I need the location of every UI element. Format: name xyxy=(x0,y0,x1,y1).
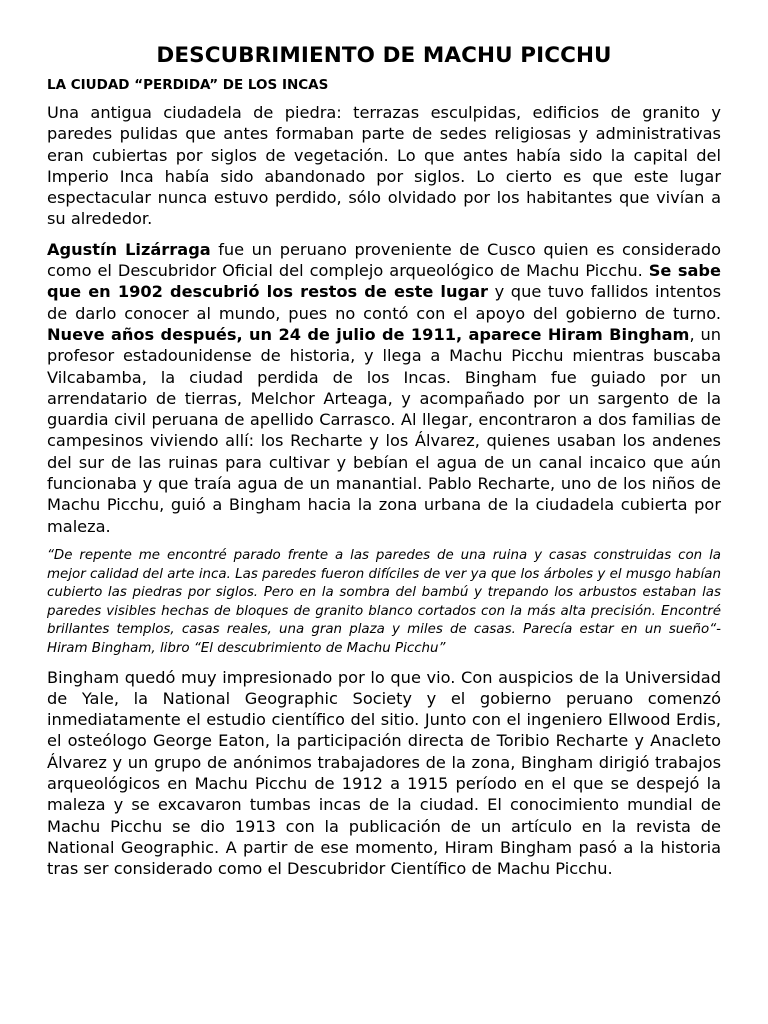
bold-1911: Nueve años después, un 24 de julio de 1911, aparece Hiram Bingham xyxy=(47,324,690,344)
paragraph-discovery xyxy=(47,239,721,537)
paragraph-discovery-text-2: y que tuvo fallidos intentos de darlo conocer al mundo, pues no contó con el apoyo del gobierno de turno. xyxy=(47,282,721,323)
paragraph-discovery-text-3: , un profesor estadounidense de historia, y llega a Machu Picchu mientras buscaba Vilcabamba, la ciudad perdida de los Incas. Bingham fue guiado por un arrendatario de tierras, Melchor Arteaga, y acompañado por un sargento de la guardia civil peruana de apellido Carrasco. Al llegar, encontraron a dos familias de campesinos viviendo allí: los Recharte y los Álvarez, quienes usaban los andenes del sur de las ruinas para cultivar y bebían el agua de un canal incaico que aún funcionaba y que traía agua de un manantial. Pablo Recharte, uno de los niños de Machu Picchu, guió a Bingham hacia la zona urbana de la ciudadela cubierta por maleza. xyxy=(47,324,721,536)
bingham-quote: “De repente me encontré parado frente a las paredes de una ruina y casas construidas con la mejor calidad del arte inca. Las paredes fueron difíciles de ver ya que los árboles y el musgo habían cubierto las piedras por siglos. Pero en la sombra del bambú y trepando los arbustos estaban las paredes visibles hechas de bloques de granito blanco cortados con la más alta precisión. Encontré brillantes templos, casas reales, una gran plaza y miles de casas. Parecía estar en un sueño“- Hiram Bingham, libro “El descubrimiento de Machu Picchu” xyxy=(47,547,721,656)
bold-lizarraga: Agustín Lizárraga xyxy=(47,239,211,259)
paragraph-discovery-text-1: fue un peruano proveniente de Cusco quien es considerado como el Descubridor Oficial del complejo arqueológico de Machu Picchu. xyxy=(47,239,721,281)
document-title: DESCUBRIMIENTO DE MACHU PICCHU xyxy=(156,43,612,68)
paragraph-intro: Una antigua ciudadela de piedra: terrazas esculpidas, edificios de granito y paredes pulidas que antes formaban parte de sedes religiosas y administrativas eran cubiertas por siglos de vegetación. Lo que antes había sido la capital del Imperio Inca había sido abandonado por siglos. Lo cierto es que este lugar espectacular nunca estuvo perdido, sólo olvidado por los habitantes que vivían a su alrededor. xyxy=(47,103,721,229)
paragraph-bingham: Bingham quedó muy impresionado por lo que vio. Con auspicios de la Universidad de Yale, la National Geographic Society y el gobierno peruano comenzó inmediatamente el estudio científico del sitio. Junto con el ingeniero Ellwood Erdis, el osteólogo George Eaton, la participación directa de Toribio Recharte y Anacleto Álvarez y un grupo de anónimos trabajadores de la zona, Bingham dirigió trabajos arqueológicos en Machu Picchu de 1912 a 1915 período en el que se despejó la maleza y se excavaron tumbas incas de la ciudad. El conocimiento mundial de Machu Picchu se dio 1913 con la publicación de un artículo en la revista de National Geographic. A partir de ese momento, Hiram Bingham pasó a la historia tras ser considerado como el Descubridor Científico de Machu Picchu. xyxy=(47,667,721,879)
bold-1902: Se sabe que en 1902 descubrió los restos de este lugar xyxy=(47,261,721,302)
document-subtitle: LA CIUDAD “PERDIDA” DE LOS INCAS xyxy=(47,77,329,93)
